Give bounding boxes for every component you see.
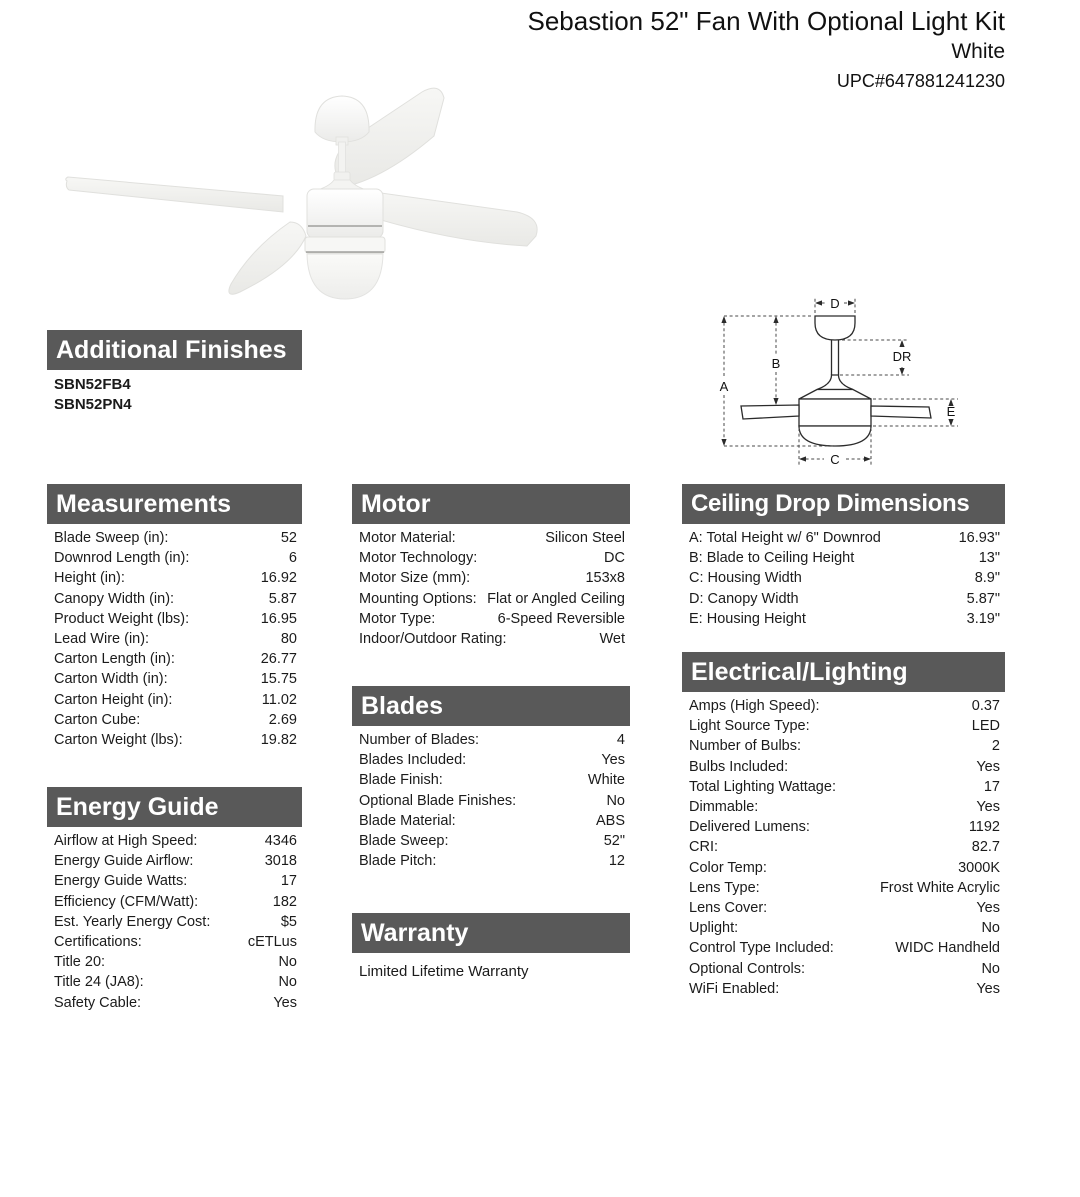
section-measurements: [47, 484, 302, 750]
section-title: Blades: [361, 692, 443, 720]
spec-value: 153x8: [585, 570, 625, 587]
spec-row: [47, 669, 302, 689]
spec-row: [47, 528, 302, 548]
spec-label: CRI:: [689, 839, 718, 856]
spec-value: 15.75: [260, 671, 297, 688]
spec-row: [682, 609, 1005, 629]
spec-label: Blade Material:: [359, 812, 456, 829]
spec-label: Blade Sweep (in):: [54, 530, 169, 546]
spec-label: B: Blade to Ceiling Height: [689, 550, 855, 567]
fan-blades: [66, 88, 537, 294]
spec-label: Mounting Options:: [359, 590, 477, 607]
spec-value: 3018: [264, 853, 297, 870]
spec-row: [682, 528, 1005, 548]
warranty-text: Limited Lifetime Warranty: [359, 963, 529, 980]
spec-label: Lens Cover:: [689, 900, 768, 917]
spec-label: Title 20:: [54, 954, 106, 971]
spec-value: 0.37: [971, 698, 1000, 714]
spec-row: [47, 629, 302, 649]
spec-row: [352, 609, 630, 629]
spec-rows: [682, 528, 1005, 629]
spec-label: Carton Length (in):: [54, 651, 175, 668]
spec-label: Blade Pitch:: [359, 853, 437, 870]
spec-label: Product Weight (lbs):: [54, 610, 190, 627]
spec-value: Yes: [976, 758, 1000, 775]
spec-label: Certifications:: [54, 934, 142, 951]
spec-value: 2: [991, 738, 1000, 755]
spec-value: Yes: [976, 799, 1000, 816]
spec-value: 16.95: [260, 610, 297, 627]
spec-label: Optional Blade Finishes:: [359, 792, 517, 809]
finish-sku: SBN52PN4: [54, 396, 132, 413]
spec-label: Blades Included:: [359, 752, 467, 769]
spec-value: Flat or Angled Ceiling: [487, 590, 625, 607]
spec-row: [352, 629, 630, 649]
spec-row: [682, 938, 1005, 958]
spec-value: DC: [604, 550, 625, 567]
spec-label: Energy Guide Watts:: [54, 873, 188, 890]
section-warranty: [352, 913, 630, 982]
spec-row: [682, 548, 1005, 568]
spec-row: [352, 730, 630, 750]
spec-row: [352, 851, 630, 871]
section-header: [682, 652, 1005, 692]
spec-row: [47, 609, 302, 629]
spec-row: [682, 837, 1005, 857]
spec-value: 1192: [968, 819, 1000, 836]
spec-label: Light Source Type:: [689, 718, 810, 735]
spec-row: [47, 851, 302, 871]
section-title: Measurements: [56, 490, 232, 518]
spec-row: [352, 791, 630, 811]
dim-label-dr: DR: [892, 349, 912, 364]
spec-label: Lead Wire (in):: [54, 631, 150, 648]
spec-value: 82.7: [971, 839, 1000, 856]
spec-label: Control Type Included:: [689, 940, 834, 957]
spec-row: [352, 831, 630, 851]
section-title: Ceiling Drop Dimensions: [691, 490, 970, 517]
spec-label: Amps (High Speed):: [689, 698, 820, 714]
spec-value: Wet: [599, 631, 625, 648]
spec-rows: [352, 528, 630, 649]
spec-row: [47, 649, 302, 669]
spec-rows: [47, 528, 302, 750]
spec-value: Silicon Steel: [545, 530, 625, 546]
spec-value: 6-Speed Reversible: [497, 610, 625, 627]
spec-row: [47, 710, 302, 730]
spec-label: Energy Guide Airflow:: [54, 853, 194, 870]
spec-row: [682, 898, 1005, 918]
spec-label: WiFi Enabled:: [689, 980, 780, 997]
spec-label: Downrod Length (in):: [54, 550, 190, 567]
spec-row: [47, 548, 302, 568]
spec-label: Efficiency (CFM/Watt):: [54, 893, 199, 910]
spec-value: Yes: [273, 994, 297, 1011]
dim-label-a: A: [719, 379, 729, 394]
spec-label: Carton Weight (lbs):: [54, 732, 183, 749]
dim-label-e: E: [946, 404, 956, 419]
spec-value: $5: [280, 913, 297, 930]
spec-row: [682, 918, 1005, 938]
spec-row: [682, 757, 1005, 777]
spec-label: Optional Controls:: [689, 960, 806, 977]
spec-row: [682, 777, 1005, 797]
spec-value: 52": [603, 833, 625, 850]
spec-row: [682, 979, 1005, 999]
spec-row: [47, 871, 302, 891]
spec-value: No: [278, 974, 297, 991]
section-header: [352, 484, 630, 524]
spec-value: No: [606, 792, 625, 809]
spec-label: Total Lighting Wattage:: [689, 778, 836, 795]
spec-row: [682, 568, 1005, 588]
spec-rows: [47, 831, 302, 1013]
spec-value: Yes: [976, 980, 1000, 997]
spec-row: [682, 858, 1005, 878]
spec-row: [352, 589, 630, 609]
spec-value: Yes: [976, 900, 1000, 917]
spec-value: 19.82: [260, 732, 297, 749]
spec-value: 5.87": [966, 590, 1000, 607]
spec-value: cETLus: [247, 934, 297, 951]
section-title: Motor: [361, 490, 431, 518]
finish-sku: SBN52FB4: [54, 376, 131, 393]
product-title: Sebastion 52" Fan With Optional Light Kit: [527, 6, 1005, 36]
section-header: [352, 913, 630, 953]
spec-value: White: [587, 772, 625, 789]
spec-row: [682, 797, 1005, 817]
spec-row: [47, 892, 302, 912]
spec-label: Dimmable:: [689, 799, 759, 816]
spec-label: Delivered Lumens:: [689, 819, 810, 836]
spec-label: Airflow at High Speed:: [54, 833, 198, 849]
spec-value: 3000K: [958, 859, 1000, 876]
section-blades: [352, 686, 630, 871]
spec-row: [682, 696, 1005, 716]
spec-row: [682, 878, 1005, 898]
spec-label: C: Housing Width: [689, 570, 802, 587]
spec-label: Motor Technology:: [359, 550, 478, 567]
spec-rows: [352, 730, 630, 871]
section-header: [352, 686, 630, 726]
spec-label: Est. Yearly Energy Cost:: [54, 913, 211, 930]
fan-product-image: [30, 40, 680, 330]
spec-label: Safety Cable:: [54, 994, 142, 1011]
spec-value: WIDC Handheld: [895, 940, 1000, 957]
spec-label: Carton Cube:: [54, 711, 141, 728]
product-finish: White: [951, 40, 1005, 63]
spec-value: LED: [971, 718, 1000, 735]
spec-value: Yes: [601, 752, 625, 769]
section-electrical-lighting: [682, 652, 1005, 999]
spec-row: [47, 993, 302, 1013]
spec-value: 80: [280, 631, 297, 648]
spec-value: 11.02: [261, 691, 297, 708]
spec-label: D: Canopy Width: [689, 590, 799, 607]
section-header: [682, 484, 1005, 524]
spec-value: 6: [288, 550, 297, 567]
spec-row: [682, 716, 1005, 736]
section-energy-guide: [47, 787, 302, 1013]
section-additional-finishes: [47, 330, 302, 415]
spec-row: [682, 817, 1005, 837]
spec-label: Height (in):: [54, 570, 125, 587]
spec-row: [682, 736, 1005, 756]
spec-label: Indoor/Outdoor Rating:: [359, 631, 507, 648]
spec-value: 26.77: [260, 651, 297, 668]
spec-value: 3.19": [966, 610, 1000, 627]
spec-value: 16.93": [958, 530, 1000, 546]
additional-finishes-list: [47, 375, 302, 415]
spec-row: [352, 811, 630, 831]
section-title: Warranty: [361, 919, 469, 947]
spec-label: Bulbs Included:: [689, 758, 789, 775]
dim-label-b: B: [771, 356, 781, 371]
spec-row: [47, 912, 302, 932]
section-header: [47, 330, 302, 370]
section-motor: [352, 484, 630, 649]
spec-label: Uplight:: [689, 920, 739, 937]
product-upc: UPC#647881241230: [836, 71, 1005, 91]
spec-label: Canopy Width (in):: [54, 590, 175, 607]
spec-value: 8.9": [974, 570, 1000, 587]
spec-row: [352, 750, 630, 770]
section-title: Electrical/Lighting: [691, 658, 908, 686]
spec-row: [47, 952, 302, 972]
spec-label: Blade Finish:: [359, 772, 443, 789]
spec-row: [47, 730, 302, 750]
spec-row: [47, 589, 302, 609]
spec-label: Motor Material:: [359, 530, 456, 546]
spec-value: ABS: [595, 812, 625, 829]
spec-label: Number of Blades:: [359, 732, 480, 748]
ceiling-drop-diagram: [695, 283, 1005, 473]
spec-value: 182: [272, 893, 297, 910]
spec-row: [682, 589, 1005, 609]
dim-label-c: C: [830, 452, 840, 467]
spec-label: Lens Type:: [689, 879, 760, 896]
section-header: [47, 484, 302, 524]
spec-value: 12: [608, 853, 625, 870]
spec-label: Carton Height (in):: [54, 691, 173, 708]
spec-row: [352, 548, 630, 568]
spec-label: Number of Bulbs:: [689, 738, 802, 755]
spec-value: Frost White Acrylic: [879, 879, 1000, 896]
spec-row: [352, 770, 630, 790]
spec-label: E: Housing Height: [689, 610, 806, 627]
spec-row: [352, 568, 630, 588]
spec-value: 13": [978, 550, 1000, 567]
spec-label: Motor Size (mm):: [359, 570, 471, 587]
spec-label: A: Total Height w/ 6" Downrod: [689, 530, 881, 546]
spec-value: No: [981, 960, 1000, 977]
spec-value: 16.92: [260, 570, 297, 587]
spec-row: [352, 528, 630, 548]
section-title: Additional Finishes: [56, 336, 287, 364]
spec-row: [47, 972, 302, 992]
spec-label: Blade Sweep:: [359, 833, 449, 850]
spec-label: Carton Width (in):: [54, 671, 168, 688]
spec-value: 17: [983, 778, 1000, 795]
spec-row: [47, 690, 302, 710]
spec-value: 4346: [264, 833, 297, 849]
spec-label: Title 24 (JA8):: [54, 974, 144, 991]
section-header: [47, 787, 302, 827]
spec-value: No: [981, 920, 1000, 937]
spec-value: No: [278, 954, 297, 971]
spec-value: 52: [280, 530, 297, 546]
spec-value: 5.87: [268, 590, 297, 607]
dim-label-d: D: [830, 296, 840, 311]
spec-row: [47, 932, 302, 952]
spec-value: 17: [280, 873, 297, 890]
spec-row: [47, 568, 302, 588]
spec-row: [47, 831, 302, 851]
section-title: Energy Guide: [56, 793, 219, 821]
spec-row: [682, 959, 1005, 979]
spec-value: 2.69: [268, 711, 297, 728]
spec-label: Color Temp:: [689, 859, 767, 876]
section-ceiling-drop-dimensions: [682, 484, 1005, 629]
spec-rows: [682, 696, 1005, 999]
spec-label: Motor Type:: [359, 610, 436, 627]
spec-value: 4: [616, 732, 625, 748]
